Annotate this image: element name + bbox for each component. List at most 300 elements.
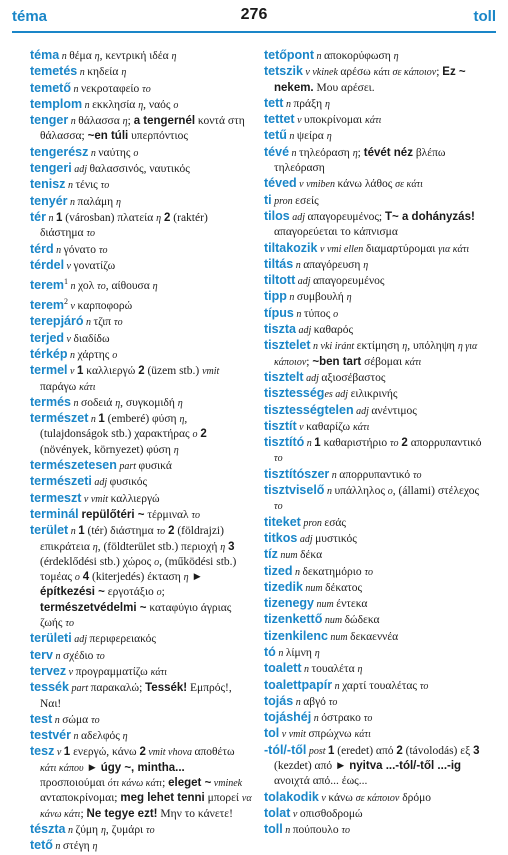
grammar-label: η bbox=[171, 51, 177, 62]
dictionary-entry bbox=[264, 612, 486, 628]
translation: ; bbox=[162, 777, 169, 790]
grammar-label: adj bbox=[297, 533, 316, 545]
grammar-label: η bbox=[220, 541, 226, 553]
left-column bbox=[30, 48, 252, 853]
grammar-label: v bbox=[64, 333, 74, 345]
phrase: 2 bbox=[401, 437, 408, 450]
translation: (tér) διάστημα bbox=[84, 525, 157, 538]
grammar-label: n bbox=[311, 713, 322, 725]
grammar-label: part bbox=[68, 683, 91, 695]
translation: ; bbox=[436, 66, 443, 79]
headword: területi bbox=[30, 631, 72, 646]
translation: διαδίδω bbox=[73, 332, 110, 345]
headword: titkos bbox=[264, 530, 298, 545]
headword: tiszta bbox=[264, 322, 296, 337]
grammar-label: adj bbox=[303, 372, 322, 384]
grammar-label: ο bbox=[154, 556, 160, 568]
grammar-label: n bbox=[52, 650, 63, 662]
headword: természetesen bbox=[30, 458, 117, 473]
headword: tetszik bbox=[264, 64, 303, 79]
grammar-label: n bbox=[52, 841, 63, 853]
translation: , (földterület stb.) περιοχή bbox=[97, 540, 221, 553]
headword: tengeri bbox=[30, 161, 72, 176]
headword: tipp bbox=[264, 289, 287, 304]
grammar-label: n bbox=[286, 292, 297, 304]
headword: tilos bbox=[264, 208, 290, 223]
grammar-label: n bbox=[52, 714, 63, 726]
translation: ; bbox=[161, 586, 165, 599]
translation: , ναός bbox=[143, 98, 174, 111]
dictionary-entry bbox=[264, 564, 486, 580]
grammar-label: n bbox=[88, 414, 99, 426]
grammar-label: n bbox=[59, 51, 70, 62]
grammar-label: n bbox=[289, 147, 300, 159]
translation: , συγκομιδή bbox=[120, 396, 178, 409]
grammar-label: n bbox=[67, 350, 78, 361]
translation: (kezdet) από ► bbox=[274, 760, 350, 773]
headword: tizenkilenc bbox=[264, 628, 328, 643]
translation: (növények, környezet) φύση bbox=[40, 443, 174, 456]
grammar-label: n bbox=[82, 99, 93, 111]
dictionary-entry bbox=[30, 712, 252, 728]
translation: βλέπω τηλεόραση bbox=[274, 146, 446, 175]
phrase: 3 bbox=[228, 540, 235, 553]
headword: tolakodik bbox=[264, 789, 319, 804]
headword: tenger bbox=[30, 113, 69, 128]
translation: ανοιχτά από... έως... bbox=[274, 775, 368, 788]
headword: térkép bbox=[30, 347, 68, 361]
phrase: 4 bbox=[82, 571, 90, 584]
headword: tető bbox=[30, 838, 53, 853]
translation: καλλιεργώ bbox=[83, 365, 139, 378]
grammar-label: κάτι bbox=[150, 666, 168, 678]
grammar-label: το bbox=[412, 469, 422, 481]
grammar-label: το bbox=[98, 244, 108, 256]
grammar-label: ο bbox=[74, 572, 80, 584]
translation: , αίθουσα bbox=[105, 279, 153, 292]
dictionary-entry bbox=[30, 331, 252, 347]
dictionary-entry bbox=[30, 274, 252, 294]
dictionary-entry bbox=[30, 744, 252, 821]
dictionary-entry bbox=[264, 596, 486, 612]
translation: απαγορευμένος bbox=[313, 275, 385, 288]
phrase: 2 bbox=[164, 211, 171, 224]
headword: tized bbox=[264, 563, 293, 578]
grammar-label: n bbox=[283, 98, 294, 110]
dictionary-entry bbox=[264, 790, 486, 806]
grammar-label: adj bbox=[71, 164, 90, 176]
grammar-label: η bbox=[115, 397, 121, 409]
last-headword: toll bbox=[473, 8, 496, 25]
phrase: építkezési ~ bbox=[40, 586, 105, 599]
translation: Μην το κάνετε! bbox=[157, 807, 233, 820]
grammar-label: το bbox=[156, 526, 166, 538]
translation: μυστικός bbox=[315, 532, 357, 545]
translation: παρακαλώ; bbox=[90, 682, 146, 695]
headword: tett bbox=[264, 95, 284, 110]
translation: κοντά στη θάλασσα; bbox=[40, 115, 245, 143]
dictionary-entry bbox=[264, 435, 486, 467]
dictionary-entry bbox=[30, 294, 252, 314]
dictionary-entry bbox=[30, 347, 252, 363]
phrase: 2 bbox=[168, 525, 175, 538]
grammar-label: το bbox=[419, 680, 429, 692]
grammar-label: v bbox=[64, 260, 74, 272]
headword: tisztviselő bbox=[264, 483, 325, 498]
dictionary-entry bbox=[264, 743, 486, 790]
right-column bbox=[264, 48, 486, 837]
grammar-label: η bbox=[156, 212, 162, 224]
translation: κάνω λάθος bbox=[337, 178, 396, 191]
dictionary-entry bbox=[30, 648, 252, 664]
grammar-label: post bbox=[306, 745, 329, 757]
grammar-label: το bbox=[146, 824, 155, 836]
grammar-label: adj bbox=[91, 477, 110, 489]
grammar-label: η bbox=[183, 572, 189, 584]
grammar-label: n bbox=[293, 696, 304, 708]
headword: tizedik bbox=[264, 579, 303, 594]
translation: εσάς bbox=[324, 516, 346, 529]
grammar-label: n bbox=[68, 280, 79, 292]
grammar-label: vmit vhova bbox=[145, 747, 195, 759]
headword: termel bbox=[30, 363, 68, 378]
headword: térdel bbox=[30, 257, 65, 272]
grammar-label: n bbox=[77, 67, 88, 79]
headword: tiltás bbox=[264, 256, 294, 271]
headword: tíz bbox=[264, 547, 278, 562]
grammar-label: es adj bbox=[324, 389, 351, 401]
grammar-label: το bbox=[341, 825, 351, 837]
translation: στέγη bbox=[62, 840, 93, 853]
headword: termeszt bbox=[30, 490, 82, 505]
dictionary-entry bbox=[264, 306, 486, 322]
grammar-label: η bbox=[326, 131, 332, 143]
grammar-label: v bbox=[290, 808, 300, 820]
headword: tisztességtelen bbox=[264, 402, 354, 417]
translation: θάλασσα bbox=[78, 115, 123, 128]
dictionary-entry bbox=[264, 629, 486, 645]
headword: tévé bbox=[264, 144, 290, 159]
dictionary-entry bbox=[30, 411, 252, 458]
headword: tizenegy bbox=[264, 596, 315, 611]
headword: tisztít bbox=[264, 418, 297, 433]
grammar-label: adj bbox=[295, 325, 314, 337]
grammar-label: v bbox=[68, 301, 78, 313]
grammar-label: σε κάποιον bbox=[355, 792, 400, 804]
grammar-label: n bbox=[53, 244, 64, 256]
dictionary-entry bbox=[30, 458, 252, 474]
grammar-label: n bbox=[282, 825, 293, 837]
grammar-label: κάτι σε κάποιον bbox=[373, 67, 437, 79]
translation: 2 bbox=[64, 297, 69, 307]
translation: (kiterjedés) έκταση bbox=[89, 571, 184, 584]
grammar-label: το bbox=[100, 180, 110, 192]
grammar-label: n bbox=[293, 308, 304, 320]
phrase: Tessék! bbox=[145, 682, 188, 695]
translation: ζύμη bbox=[75, 823, 101, 836]
grammar-label: το bbox=[65, 618, 74, 630]
grammar-label: το bbox=[364, 566, 374, 578]
page-number: 276 bbox=[240, 6, 268, 23]
translation: πράξη bbox=[293, 97, 326, 110]
headword: tesz bbox=[30, 744, 55, 759]
headword: tisztító bbox=[264, 435, 305, 450]
dictionary-entry bbox=[264, 273, 486, 289]
translation: γόνατο bbox=[63, 243, 99, 256]
translation: καρποφορώ bbox=[77, 300, 133, 313]
grammar-label: v vkinek bbox=[302, 67, 341, 79]
grammar-label: κάτι κάπου bbox=[40, 762, 84, 774]
dictionary-entry bbox=[264, 112, 486, 128]
translation: διαμαρτύρομαι bbox=[365, 242, 439, 255]
headword: terem bbox=[30, 277, 65, 292]
dictionary-entry bbox=[264, 645, 486, 661]
grammar-label: n bbox=[275, 647, 286, 659]
grammar-label: το bbox=[274, 453, 283, 465]
translation: εκκλησία bbox=[92, 98, 139, 111]
grammar-label: το bbox=[191, 509, 201, 521]
dictionary-entry bbox=[30, 113, 252, 145]
translation: Μου αρέσει. bbox=[313, 81, 375, 94]
headword: természeti bbox=[30, 474, 92, 489]
translation: δέκατος bbox=[325, 581, 363, 594]
translation: περιφερειακός bbox=[89, 633, 156, 646]
grammar-label: num bbox=[277, 550, 301, 562]
translation: έντεκα bbox=[336, 598, 368, 611]
translation: ; bbox=[306, 355, 313, 368]
translation: αξιοσέβαστος bbox=[321, 371, 386, 384]
translation: απαγόρευση bbox=[303, 258, 364, 271]
dictionary-entry bbox=[264, 531, 486, 547]
headword: toalettpapír bbox=[264, 677, 333, 692]
headword: tiltott bbox=[264, 273, 296, 288]
translation: κηδεία bbox=[87, 66, 122, 79]
translation: προσποιούμαι bbox=[40, 777, 108, 790]
headword: tettet bbox=[264, 112, 295, 127]
translation: , ζυμάρι bbox=[105, 823, 147, 836]
phrase: 3 bbox=[473, 744, 480, 757]
grammar-label: n bbox=[329, 469, 340, 481]
grammar-label: ο bbox=[333, 308, 339, 320]
dictionary-entry bbox=[264, 710, 486, 726]
translation: αβγό bbox=[303, 695, 329, 708]
grammar-label: pron bbox=[271, 195, 296, 207]
grammar-label: το bbox=[389, 438, 399, 450]
headword: tó bbox=[264, 644, 276, 659]
grammar-label: n bbox=[67, 196, 78, 208]
dictionary-entry bbox=[30, 523, 252, 631]
dictionary-entry bbox=[30, 474, 252, 490]
grammar-label: η bbox=[363, 259, 369, 271]
dictionary-entry bbox=[30, 491, 252, 507]
dictionary-entry bbox=[30, 210, 252, 242]
dictionary-entry bbox=[264, 209, 486, 241]
grammar-label: v bbox=[318, 792, 329, 804]
grammar-label: pron bbox=[300, 517, 325, 529]
grammar-label: η bbox=[179, 414, 185, 426]
grammar-label: n bbox=[70, 83, 81, 95]
translation: υποκρίνομαι bbox=[304, 114, 366, 127]
headword: tol bbox=[264, 726, 280, 741]
headword: toll bbox=[264, 822, 283, 837]
grammar-label: adj bbox=[289, 211, 308, 223]
grammar-label: η bbox=[94, 51, 100, 62]
translation: υπάλληλος bbox=[334, 485, 388, 498]
headword: terem bbox=[30, 298, 65, 313]
headword: tiltakozik bbox=[264, 240, 318, 255]
dictionary-entry bbox=[264, 580, 486, 596]
translation: ; bbox=[127, 115, 134, 128]
translation: ; bbox=[357, 146, 364, 159]
grammar-label: v vmiben bbox=[296, 179, 338, 191]
translation: (raktér) διάστημα bbox=[40, 211, 208, 240]
grammar-label: ότι κάνω κάτι bbox=[107, 778, 163, 790]
headword: terjed bbox=[30, 330, 65, 345]
translation: υπερπόντιος bbox=[128, 130, 188, 143]
translation: οπισθοδρομώ bbox=[299, 807, 363, 820]
grammar-label: ο bbox=[133, 147, 139, 159]
translation: σπρώχνω bbox=[308, 728, 355, 741]
translation: πούπουλο bbox=[292, 824, 342, 837]
grammar-label: v bbox=[54, 747, 64, 759]
grammar-label: η bbox=[177, 397, 183, 409]
dictionary-columns bbox=[30, 48, 486, 853]
headword: terület bbox=[30, 523, 69, 538]
translation: αδελφός bbox=[81, 730, 123, 743]
dictionary-entry bbox=[30, 314, 252, 330]
grammar-label: adj bbox=[353, 405, 372, 417]
headword: tenisz bbox=[30, 177, 66, 192]
headword: tojás bbox=[264, 693, 294, 708]
translation: μπορεί bbox=[204, 792, 242, 805]
translation: καλλιεργώ bbox=[110, 492, 160, 505]
phrase: 1 bbox=[328, 744, 335, 757]
grammar-label: n bbox=[65, 180, 76, 192]
grammar-label: n bbox=[301, 664, 312, 676]
headword: térd bbox=[30, 241, 54, 256]
grammar-label: η bbox=[352, 147, 358, 159]
phrase: a tengernél bbox=[133, 115, 196, 128]
dictionary-entry bbox=[264, 48, 486, 64]
translation: λίμνη bbox=[285, 646, 315, 659]
dictionary-entry bbox=[30, 81, 252, 97]
header-rule bbox=[12, 31, 496, 33]
headword: tetőpont bbox=[264, 48, 314, 62]
translation: ειλικρινής bbox=[350, 388, 398, 401]
grammar-label: part bbox=[116, 461, 139, 473]
grammar-label: n bbox=[68, 526, 79, 538]
dictionary-entry bbox=[30, 161, 252, 177]
translation: ► bbox=[188, 571, 203, 584]
grammar-label: n bbox=[88, 147, 99, 159]
translation: αποθέτω bbox=[194, 746, 235, 759]
dictionary-entry bbox=[30, 177, 252, 193]
grammar-label: n bbox=[324, 486, 335, 498]
headword: tisztelt bbox=[264, 369, 304, 384]
headword: termés bbox=[30, 394, 71, 409]
grammar-label: κάτι bbox=[352, 421, 370, 433]
phrase: ~ben tart bbox=[312, 355, 362, 368]
translation: καθαρός bbox=[313, 324, 354, 337]
dictionary-entry bbox=[30, 363, 252, 395]
headword: test bbox=[30, 711, 53, 726]
grammar-label: adj bbox=[71, 634, 90, 646]
headword: tengerész bbox=[30, 144, 89, 159]
translation: σώμα bbox=[62, 713, 92, 726]
grammar-label: το bbox=[91, 714, 100, 726]
headword: tessék bbox=[30, 680, 69, 695]
translation: , (tulajdonságok stb.) χαρακτήρας bbox=[40, 413, 193, 441]
grammar-label: ο bbox=[156, 587, 162, 599]
grammar-label: η bbox=[152, 280, 158, 292]
headword: temető bbox=[30, 80, 71, 95]
translation: απαγορευμένος; bbox=[307, 210, 386, 223]
phrase: tévét néz bbox=[363, 146, 413, 159]
grammar-label: v bbox=[296, 421, 307, 433]
headword: tisztelet bbox=[264, 338, 311, 353]
translation: καθαριστήριο bbox=[320, 437, 390, 450]
grammar-label: num bbox=[322, 615, 345, 627]
grammar-label: το bbox=[142, 83, 151, 95]
phrase: 1 bbox=[78, 525, 85, 538]
headword: tenyér bbox=[30, 193, 68, 208]
dictionary-entry bbox=[264, 467, 486, 483]
grammar-label: n bbox=[286, 131, 297, 143]
phrase: repülőtéri ~ bbox=[81, 508, 145, 521]
translation: τουαλέτα bbox=[311, 663, 358, 676]
headword: templom bbox=[30, 96, 83, 111]
headword: tisztesség bbox=[264, 386, 325, 401]
translation: φυσικά bbox=[138, 460, 172, 473]
translation: νεκροταφείο bbox=[80, 82, 143, 95]
grammar-label: η bbox=[357, 664, 363, 676]
grammar-label: το bbox=[274, 501, 283, 513]
dictionary-entry bbox=[30, 242, 252, 258]
dictionary-entry bbox=[30, 48, 252, 64]
translation: (érdeklődési stb.) χώρος bbox=[40, 555, 155, 568]
translation: προγραμματίζω bbox=[75, 665, 151, 678]
phrase: Ne tegye ezt! bbox=[86, 807, 158, 820]
translation: καθαρίζω bbox=[306, 420, 353, 433]
dictionary-entry bbox=[264, 822, 486, 838]
grammar-label: n bbox=[65, 824, 76, 836]
dictionary-entry bbox=[264, 678, 486, 694]
translation: χάρτης bbox=[77, 349, 113, 361]
grammar-label: v bbox=[66, 666, 76, 678]
grammar-label: για κάτι bbox=[438, 243, 470, 255]
translation: καταφύγιο άγριας ζωής bbox=[40, 601, 232, 630]
grammar-label: να κάνω κάτι bbox=[40, 793, 252, 820]
headword: temetés bbox=[30, 64, 78, 79]
grammar-label: το bbox=[97, 280, 106, 292]
phrase: 2 bbox=[396, 744, 403, 757]
grammar-label: v vmit bbox=[81, 493, 111, 505]
phrase: nyitva ...-tól/-től ...-ig bbox=[349, 760, 462, 773]
phrase: eleget ~ bbox=[168, 777, 212, 790]
grammar-label: κάτι bbox=[365, 115, 382, 127]
translation: τέρμιναλ bbox=[144, 508, 192, 521]
translation: ανταποκρίνομαι; bbox=[40, 792, 121, 805]
headword: titeket bbox=[264, 514, 301, 529]
dictionary-entry bbox=[30, 822, 252, 838]
grammar-label: num bbox=[327, 631, 351, 643]
grammar-label: v vmit bbox=[279, 729, 309, 741]
dictionary-entry bbox=[264, 726, 486, 742]
grammar-label: η bbox=[346, 292, 352, 304]
grammar-label: το bbox=[113, 317, 123, 329]
dictionary-entry bbox=[264, 370, 486, 386]
grammar-label: adj bbox=[295, 276, 314, 288]
